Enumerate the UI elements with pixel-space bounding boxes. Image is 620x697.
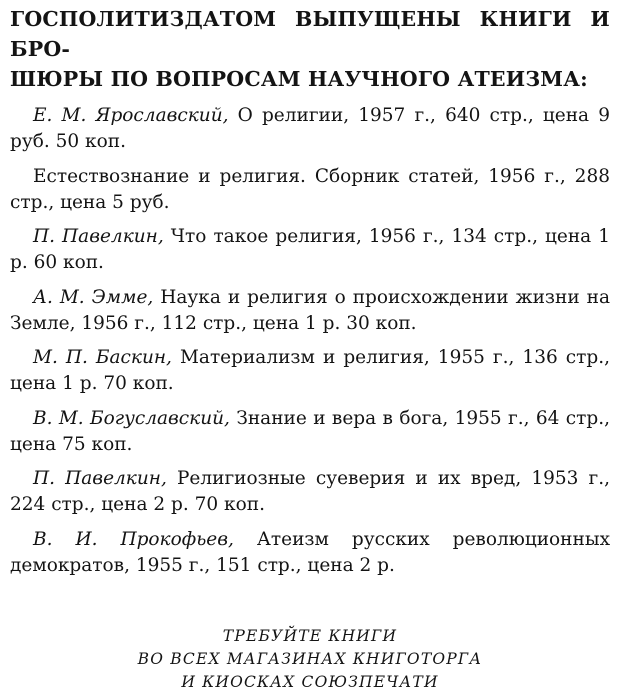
- book-author: Е. М. Ярославский,: [33, 105, 229, 126]
- list-item: [10, 527, 610, 579]
- list-item: [10, 406, 610, 458]
- footer-notice: [0, 625, 620, 694]
- book-details: О религии, 1957 г., 640 стр., цена 9 руб. 50 коп.: [10, 105, 611, 152]
- book-details: Естествознание и религия. Сборник статей, 1956 г., 288 стр., цена 5 руб.: [10, 165, 610, 213]
- list-item: [10, 345, 610, 397]
- book-author: В. М. Богуславский,: [33, 407, 230, 429]
- book-author: М. П. Баскин,: [33, 347, 172, 368]
- footer-line-2: ВО ВСЕХ МАГАЗИНАХ КНИГОТОРГА: [137, 650, 483, 668]
- footer-line-3: И КИОСКАХ СОЮЗПЕЧАТИ: [181, 673, 439, 691]
- list-item: [10, 224, 610, 276]
- book-list: [10, 103, 610, 587]
- book-details: Что такое религия, 1956 г., 134 стр., цена 1 р. 60 коп.: [10, 226, 610, 273]
- book-details: Знание и вера в бога, 1955 г., 64 стр., цена 75 коп.: [10, 407, 610, 455]
- book-author: П. Павелкин,: [33, 226, 164, 247]
- book-author: А. М. Эмме,: [33, 286, 154, 308]
- list-item: [10, 466, 610, 518]
- book-details: Наука и религия о происхождении жизни на Земле, 1956 г., 112 стр., цена 1 р. 30 коп.: [10, 286, 610, 334]
- list-item: [10, 103, 610, 155]
- list-item: [10, 285, 610, 337]
- heading-line-1: ГОСПОЛИТИЗДАТОМ ВЫПУЩЕНЫ КНИГИ И БРО-: [10, 7, 610, 61]
- book-details: Атеизм русских революционных демократов, 1955 г., 151 стр., цена 2 р.: [10, 528, 611, 576]
- page-heading: [10, 4, 610, 94]
- footer-line-1: ТРЕБУЙТЕ КНИГИ: [222, 627, 398, 645]
- book-details: Религиозные суеверия и их вред, 1953 г., 224 стр., цена 2 р. 70 коп.: [10, 468, 610, 515]
- list-item: [10, 164, 610, 216]
- book-details: Материализм и религия, 1955 г., 136 стр., цена 1 р. 70 коп.: [10, 347, 610, 394]
- book-author: П. Павелкин,: [33, 468, 167, 489]
- book-author: В. И. Прокофьев,: [33, 528, 234, 550]
- heading-line-2: ШЮРЫ ПО ВОПРОСАМ НАУЧНОГО АТЕИЗМА:: [10, 67, 588, 91]
